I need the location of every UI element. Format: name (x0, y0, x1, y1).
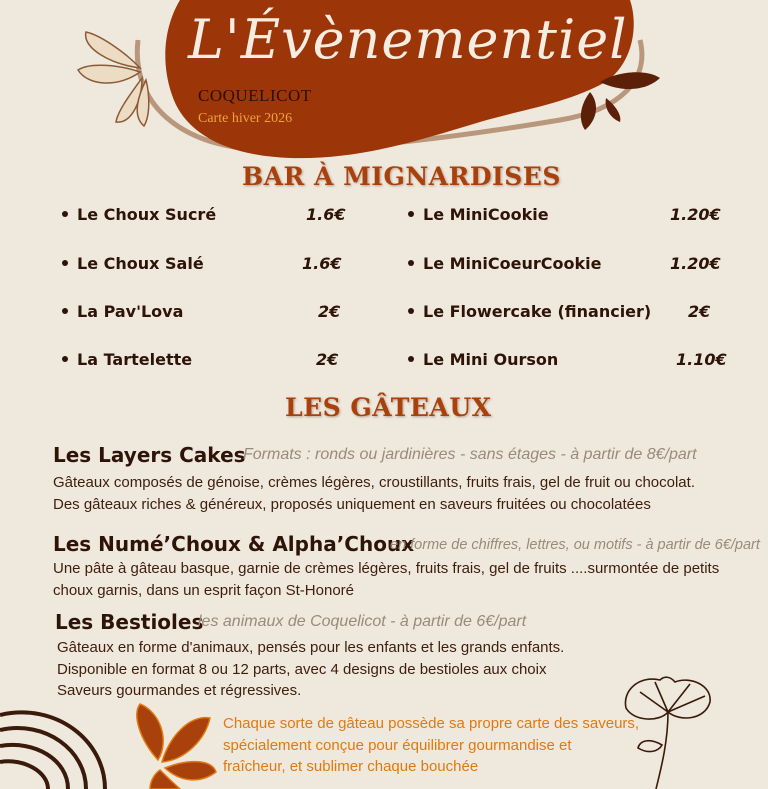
mignardise-name: Le MiniCookie (423, 205, 549, 224)
bullet-icon (408, 211, 414, 217)
desc-line: Des gâteaux riches & généreux, proposés uniquement en saveurs fruitées ou chocolatées (53, 495, 651, 513)
brand-title: L'Évènementiel (188, 8, 628, 71)
mignardise-item (408, 302, 651, 321)
cake-title-layers: Les Layers Cakes (53, 443, 246, 467)
mignardise-item (408, 254, 601, 273)
bullet-icon (408, 356, 414, 362)
mignardise-price: 1.10€ (676, 350, 727, 369)
brand-name: COQUELICOT (198, 86, 312, 105)
mignardise-price: 1.6€ (306, 205, 346, 224)
mignardise-price: 2€ (318, 302, 341, 321)
orange-flower-icon (137, 704, 216, 789)
mignardise-price: 1.20€ (670, 254, 721, 273)
cake-desc-layers (53, 472, 753, 515)
mignardise-name: Le MiniCoeurCookie (423, 254, 602, 273)
mignardise-item (408, 350, 558, 369)
note-line: spécialement conçue pour équilibrer gourmandise et (223, 736, 572, 754)
season-label: Carte hiver 2026 (198, 111, 293, 126)
cake-desc-bestioles (57, 637, 707, 702)
mignardise-price: 1.20€ (670, 205, 721, 224)
gateaux-title: LES GÂTEAUX (285, 393, 492, 422)
cake-subtitle-layers: Formats : ronds ou jardinières - sans étages - à partir de 8€/part (243, 446, 697, 463)
bullet-icon (408, 308, 414, 314)
bullet-icon (62, 308, 68, 314)
arches-icon (0, 712, 105, 789)
desc-line: Gâteaux composés de génoise, crèmes légères, croustillants, fruits frais, gel de fruit ou chocolat. (53, 474, 695, 491)
bullet-icon (62, 211, 68, 217)
note-line: fraîcheur, et sublimer chaque bouchée (223, 758, 479, 775)
mignardise-name: La Pav'Lova (77, 302, 184, 321)
mignardise-name: Le Choux Salé (77, 254, 204, 273)
bullet-icon (62, 260, 68, 266)
mignardise-item (408, 205, 549, 224)
cake-subtitle-bestioles: les animaux de Coquelicot - à partir de 6€/part (198, 613, 527, 630)
bullet-icon (408, 260, 414, 266)
mignardise-price: 2€ (316, 350, 339, 369)
cake-title-bestioles: Les Bestioles (55, 610, 204, 634)
note-line: Chaque sorte de gâteau possède sa propre carte des saveurs, (223, 715, 640, 732)
mignardise-name: Le Flowercake (financier) (423, 302, 652, 321)
mignardises-title: BAR À MIGNARDISES (242, 162, 561, 191)
mignardise-name: Le Mini Ourson (423, 350, 559, 369)
cake-title-numechoux: Les Numé’Choux & Alpha’Choux (53, 532, 415, 556)
mignardise-price: 2€ (688, 302, 711, 321)
desc-line: Gâteaux en forme d'animaux, pensés pour les enfants et les grands enfants. (57, 639, 565, 656)
bullet-icon (62, 356, 68, 362)
mignardise-item (62, 350, 192, 369)
desc-line: Disponible en format 8 ou 12 parts, avec 4 designs de bestioles aux choix (57, 660, 547, 678)
cake-subtitle-numechoux: en forme de chiffres, lettres, ou motifs - à partir de 6€/part (390, 537, 760, 553)
mignardise-item (62, 205, 216, 224)
desc-line: choux garnis, dans un esprit façon St-Honoré (53, 581, 355, 599)
mignardise-price: 1.6€ (302, 254, 342, 273)
desc-line: Une pâte à gâteau basque, garnie de crèmes légères, fruits frais, gel de fruits ....surmontée de petits (53, 560, 720, 577)
cake-desc-numechoux (53, 558, 753, 601)
desc-line: Saveurs gourmandes et régressives. (57, 682, 302, 699)
mignardise-item (62, 254, 204, 273)
mignardise-name: Le Choux Sucré (77, 205, 217, 224)
mignardise-item (62, 302, 183, 321)
flavour-note (223, 713, 643, 778)
mignardise-name: La Tartelette (77, 350, 193, 369)
